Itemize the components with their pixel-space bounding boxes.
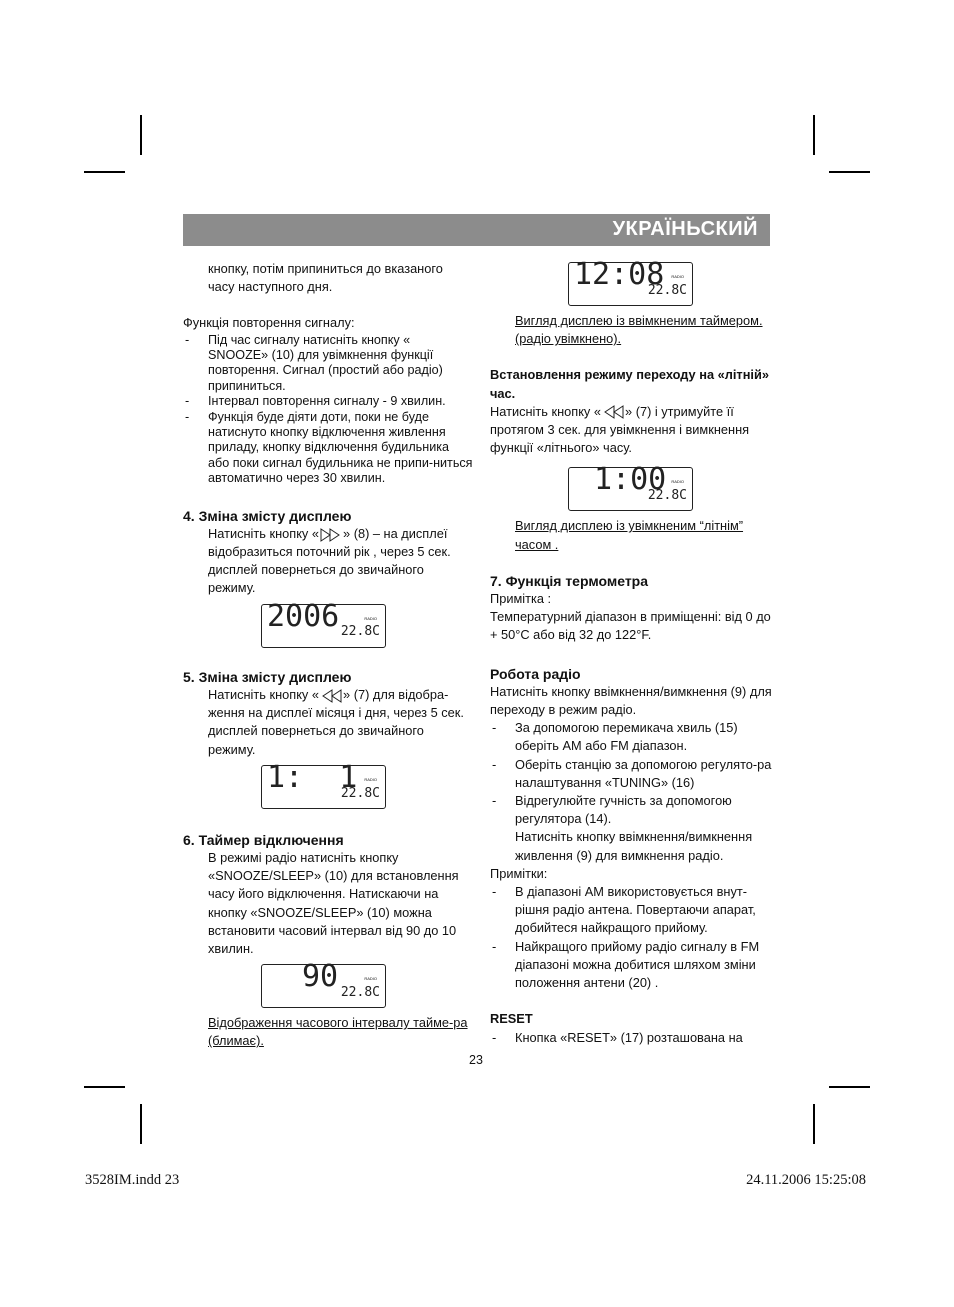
intro-line: кнопку, потім припиниться до вказаного — [208, 261, 443, 276]
lcd-display-year — [261, 598, 386, 648]
lcd-display-date — [261, 759, 386, 809]
reset-title: RESET — [490, 1011, 533, 1027]
notes-list — [490, 883, 775, 992]
section-4-text-a: Натисніть кнопку « — [208, 525, 320, 541]
lcd-temperature: 22.8C — [340, 785, 380, 801]
list-item: - Інтервал повторення сигналу - 9 хвилин. — [183, 394, 473, 409]
footer-datetime: 24.11.2006 15:25:08 — [746, 1172, 866, 1188]
right-column — [490, 257, 775, 1047]
lcd-display-timer — [568, 257, 693, 306]
list-item: - Функція буде діяти доти, поки не буде натиснуто кнопку відключення живлення приладу, кнопку відключення будильника або поки сигнал будильника не припи-ниться автоматично через 30 хвилин. — [183, 410, 473, 487]
section-4-text-b: » (8) – на дисплеї відобразиться поточний рік , через 5 сек. дисплей повернеться до звичайного режиму. — [208, 525, 451, 596]
section-7-text: Температурний діапазон в приміщенні: від 0 до + 50°С або від 32 до 122°F. — [490, 609, 771, 643]
radio-title: Робота радіо — [490, 665, 581, 682]
crop-mark — [84, 1086, 125, 1088]
lcd-temperature: 22.8C — [340, 984, 380, 1000]
lcd-radio-tag: RADIO — [364, 776, 377, 782]
list-item: - Кнопка «RESET» (17) розташована на — [490, 1029, 775, 1047]
list-item: - Оберіть станцію за допомогою регулято-ра налаштування «TUNING» (16) — [490, 756, 775, 792]
crop-mark — [84, 171, 125, 173]
lcd-main-digits: 12:08 — [574, 257, 665, 292]
crop-mark — [140, 1104, 142, 1144]
sleep-caption: Відображення часового інтервалу тайме-ра (блимає). — [208, 1015, 468, 1049]
notes-title: Примітки: — [490, 865, 548, 881]
radio-after: Натисніть кнопку ввімкнення/вимкнення живлення (9) для вимкнення радіо. — [515, 829, 753, 863]
list-item: - Найкращого прийому радіо сигналу в FM діапазоні можна добитися шляхом зміни положення антени (20) . — [490, 938, 775, 993]
lcd-display-summer — [568, 462, 693, 511]
rewind-icon — [602, 405, 624, 419]
footer-file: 3528IM.indd 23 — [85, 1172, 180, 1188]
list-item: - Під час сигналу натисніть кнопку « SNOOZE» (10) для увімкнення функції повторення. Сигнал (простий або радіо) припиниться. — [183, 333, 473, 395]
crop-mark — [140, 115, 142, 155]
crop-mark — [829, 1086, 870, 1088]
timer-caption: Вигляд дисплею із ввімкненим таймером. (радіо увімкнено). — [515, 313, 763, 347]
lcd-temperature: 22.8C — [647, 488, 687, 504]
section-5-title: 5. Зміна змісту дисплею — [183, 668, 352, 685]
crop-mark — [813, 115, 815, 155]
crop-mark — [829, 171, 870, 173]
reset-list — [490, 1029, 775, 1047]
list-item: - В діапазоні AM використовується внут-рішня радіо антена. Повертаючи апарат, добийтеся найкращого прийому. — [490, 883, 775, 938]
section-5-text-b: » (7) для відобра-ження на дисплеї місяця і дня, через 5 сек. дисплей повернеться до звичайного режиму. — [208, 686, 464, 757]
language-header-bar — [183, 214, 770, 246]
snooze-title: Функція повторення сигналу: — [183, 315, 355, 331]
fast-forward-icon — [320, 528, 342, 542]
rewind-icon — [320, 689, 342, 703]
lcd-main-digits: 2006 — [267, 598, 340, 634]
left-column — [183, 260, 473, 1051]
list-item: - Відрегулюйте гучність за допомогою регулятора (14). — [490, 792, 775, 828]
summer-caption: Вигляд дисплею із увімкненим “літнім” часом . — [515, 518, 744, 552]
section-6-title: 6. Таймер відключення — [183, 831, 344, 848]
section-4-text — [183, 525, 473, 598]
lcd-radio-tag: RADIO — [671, 479, 684, 485]
crop-mark — [813, 1104, 815, 1144]
section-4-title: 4. Зміна змісту дисплею — [183, 507, 352, 524]
page-number: 23 — [469, 1053, 483, 1067]
language-title: УКРАЇНЬСКИЙ — [612, 218, 758, 240]
lcd-radio-tag: RADIO — [364, 615, 377, 621]
lcd-main-digits: 90 — [302, 959, 339, 995]
section-7-note: Примітка : — [490, 591, 552, 607]
lcd-temperature: 22.8C — [647, 282, 687, 298]
lcd-radio-tag: RADIO — [671, 274, 684, 279]
list-item: - За допомогою перемикача хвиль (15) оберіть AM або FM діапазон. — [490, 719, 775, 755]
dst-title: Встановлення режиму переходу на «літній» час. — [490, 367, 769, 401]
intro-line: часу наступного дня. — [208, 279, 333, 295]
lcd-temperature: 22.8C — [340, 624, 380, 640]
lcd-radio-tag: RADIO — [364, 976, 377, 982]
section-5-text-a: Натисніть кнопку « — [208, 686, 320, 702]
lcd-main-digits: 1: 1 — [267, 759, 358, 795]
lcd-main-digits: 1:00 — [594, 462, 667, 498]
dst-text-b: » (7) і утримуйте її протягом 3 сек. для увімкнення і вимкнення функції «літнього» часу. — [490, 403, 750, 456]
snooze-list — [183, 333, 473, 487]
radio-list — [490, 719, 775, 828]
lcd-display-sleep — [261, 959, 386, 1008]
section-5-text — [183, 686, 473, 759]
radio-text: Натисніть кнопку ввімкнення/вимкнення (9) для переходу в режим радіо. — [490, 683, 772, 718]
dst-text — [490, 403, 775, 458]
section-7-title: 7. Функція термометра — [490, 572, 649, 589]
dst-text-a: Натисніть кнопку « — [490, 403, 602, 419]
section-6-text: В режимі радіо натисніть кнопку «SNOOZE/SLEEP» (10) для встановлення часу його відключення. Натискаючи на кнопку «SNOOZE/SLEEP» (10) можна встановити часовий інтервал від 90 до 10 хвилин. — [208, 849, 459, 956]
